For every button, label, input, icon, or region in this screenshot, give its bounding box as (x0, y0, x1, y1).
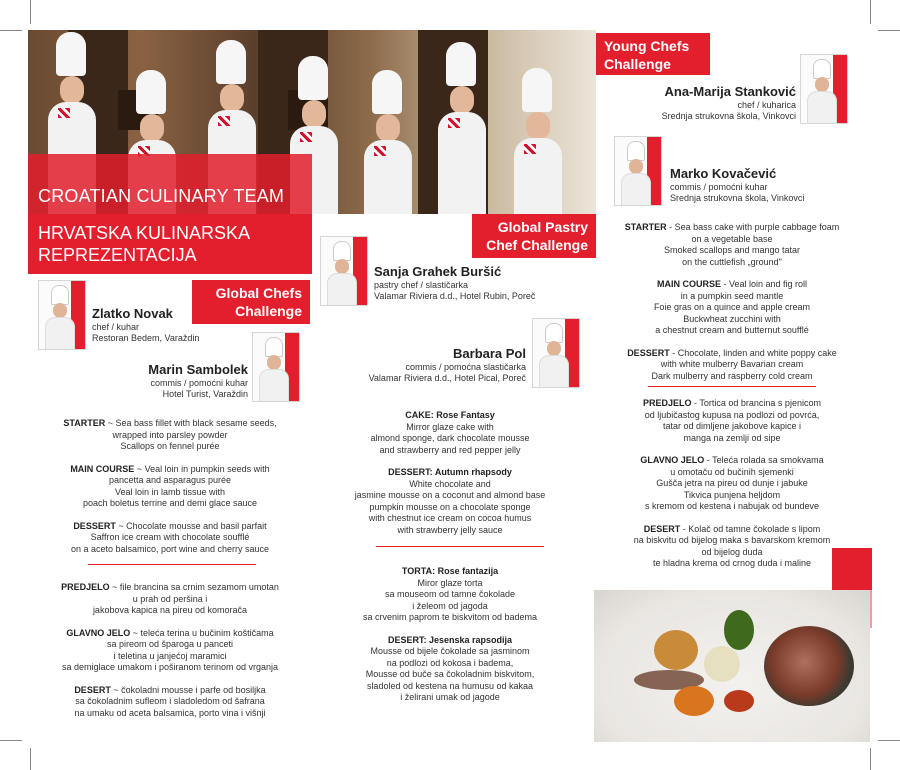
menu-line: Mousse od bijele čokolade sa jasminom (370, 646, 530, 656)
person-role: chef / kuhar (92, 322, 140, 332)
person-marin-sambolek (100, 362, 248, 400)
menu-course (40, 464, 300, 510)
course-separator: - (669, 347, 678, 358)
person-name: Barbara Pol (453, 346, 526, 361)
person-barbara-pol (320, 346, 526, 384)
menu-course (604, 348, 860, 383)
menu-course (40, 685, 300, 720)
course-text: teleća terina u bučinim koštičama (140, 627, 274, 638)
menu-line: Dark mulberry and raspberry cold cream (651, 370, 813, 381)
portrait-marin-sambolek (252, 332, 300, 402)
menu-line: Mirror glaze cake with (406, 421, 494, 432)
menu-line: with strawberry jelly sauce (397, 524, 503, 535)
menu-line: on a vegetable base (691, 233, 773, 244)
crop-mark (0, 30, 22, 31)
menu-divider (648, 386, 816, 387)
menu-line: sa čokoladnim sufleom i sladoledom od šafrana (75, 696, 265, 706)
menu-course (330, 635, 570, 704)
menu-line: in a pumpkin seed mantle (680, 290, 784, 301)
menu-line: i želirani umak od jagode (400, 692, 500, 702)
menu-course (40, 582, 300, 617)
course-heading: DESSERT (627, 347, 670, 358)
menu-course (604, 398, 860, 444)
menu-line: jakobova kapica na pireu od komorača (92, 605, 248, 615)
menu-line: i teletina u janjećoj maramici (113, 650, 227, 661)
course-heading: PREDJELO (643, 398, 692, 408)
menu-line: manga na zemlji od sipe (683, 432, 781, 443)
menu-line (330, 467, 570, 479)
person-name: Ana-Marija Stanković (664, 84, 796, 99)
person-name: Marin Sambolek (148, 362, 248, 377)
team-title-hr-line1: HRVATSKA KULINARSKA (38, 223, 251, 243)
menu-line (40, 521, 300, 533)
menu-line: od ljubičastog kupusa na podlozi od povrća, (644, 409, 820, 420)
menu-line: sa crvenim paprom te biskvitom od badema (362, 612, 538, 622)
menu-line: Scallops on fennel purée (120, 441, 220, 451)
course-heading: DESSERT (73, 520, 116, 531)
menu-line: Foie gras on a quince and apple cream (653, 302, 811, 312)
course-heading: MAIN COURSE (656, 279, 721, 289)
person-sanja-grahek-bursic (374, 264, 574, 302)
menu-course (330, 410, 570, 456)
menu-line: pumpkin mousse on a chocolate sponge (369, 501, 531, 512)
menu-global-chefs-en (40, 418, 300, 566)
menu-course (40, 628, 300, 674)
course-heading: DESERT (643, 523, 681, 534)
course-separator: ~ (134, 463, 145, 474)
tag-line: Challenge (235, 303, 302, 319)
tag-line: Global Chefs (215, 285, 302, 301)
menu-divider (88, 564, 256, 565)
menu-line: a chestnut cream and butternut soufflé (655, 325, 809, 335)
menu-line: pancetta and asparagus purée (108, 475, 232, 485)
dish-photo (594, 590, 870, 742)
person-name: Zlatko Novak (92, 306, 173, 321)
course-heading: DESERT: Jesenska rapsodija (387, 634, 513, 645)
person-ana-marija-stankovic (600, 84, 796, 122)
menu-line (604, 348, 860, 360)
menu-divider (376, 546, 544, 547)
course-text: Teleća rolada sa smokvama (712, 455, 824, 465)
portrait-zlatko-novak (38, 280, 86, 350)
menu-course (330, 467, 570, 536)
menu-line: u prah od peršina i (132, 593, 208, 604)
menu-line: Tikvica punjena heljdom (683, 489, 781, 500)
course-text: Sea bass fillet with black sesame seeds, (115, 418, 277, 428)
course-separator: ~ (110, 684, 122, 695)
crop-mark (870, 0, 871, 24)
menu-line: Gušča jetra na pireu od dunje i jabuke (656, 478, 808, 488)
portrait-sanja-grahek-bursic (320, 236, 368, 306)
menu-line (330, 566, 570, 578)
menu-line (604, 279, 860, 291)
portrait-barbara-pol (532, 318, 580, 388)
menu-line: te hladna krema od crnog duda i maline (652, 558, 812, 568)
menu-line: White chocolate and (409, 478, 491, 489)
menu-young-chefs-en (604, 222, 860, 393)
person-role: pastry chef / slastičarka (374, 280, 469, 290)
menu-line: od bijelog duda (701, 546, 763, 557)
menu-line: Mousse od buče sa čokoladnim biskvitom, (365, 669, 535, 679)
course-text: file brancina sa crnim sezamom umotan (119, 582, 279, 592)
course-separator: - (691, 398, 700, 408)
person-name: Marko Kovačević (670, 166, 777, 181)
portrait-marko-kovacevic (614, 136, 662, 206)
menu-line: almond sponge, dark chocolate mousse (370, 433, 530, 443)
menu-course (40, 418, 300, 453)
menu-line: na podlozi od kokosa i badema, (386, 657, 514, 668)
menu-line: on the cuttlefish „ground" (682, 256, 782, 267)
menu-global-chefs-hr (40, 582, 300, 730)
menu-course (40, 521, 300, 556)
menu-line (330, 410, 570, 422)
menu-line: u omotaču od bučinih sjemenki (670, 466, 794, 477)
menu-line (40, 685, 300, 697)
menu-line: wrapped into parsley powder (112, 429, 228, 440)
crop-mark (0, 740, 22, 741)
menu-line: sa mouseom od tamne čokolade (384, 589, 516, 599)
menu-course (604, 222, 860, 268)
course-separator: - (704, 455, 713, 465)
course-separator: - (666, 222, 675, 232)
course-text: Tortica od brancina s pjenicom (699, 398, 821, 408)
menu-line: with chestnut ice cream on cocoa humus (368, 513, 532, 523)
person-role: chef / kuharica (737, 100, 796, 110)
crop-mark (870, 748, 871, 770)
person-place: Valamar Riviera d.d., Hotel Rubin, Poreč (374, 291, 536, 301)
course-text: Veal loin and fig roll (728, 279, 808, 289)
menu-line: s kremom od kestena i nabujak od bundeve (644, 501, 820, 511)
crop-mark (30, 748, 31, 770)
course-text: Chocolate, linden and white poppy cake (677, 347, 837, 358)
menu-course (604, 279, 860, 337)
menu-line: na biskvitu od bijelog maka s bavarskom kremom (633, 535, 831, 545)
menu-line: Buckwheat zucchini with (683, 313, 781, 324)
tag-line: Young Chefs (604, 38, 690, 54)
course-heading: DESSERT: Autumn rhapsody (388, 467, 512, 477)
course-text: Chocolate mousse and basil parfait (126, 520, 267, 531)
course-separator: ~ (130, 627, 141, 638)
tag-line: Chef Challenge (486, 237, 588, 253)
team-title-hr (38, 222, 250, 266)
course-text: Kolač od tamne čokolade s lipom (688, 523, 821, 534)
course-heading: CAKE: Rose Fantasy (405, 410, 495, 420)
menu-line: Saffron ice cream with chocolate soufflé (90, 532, 250, 542)
menu-line: na umaku od aceta balsamica, porto vina i višnji (74, 707, 266, 718)
person-role: commis / pomoćni kuhar (670, 182, 768, 192)
menu-global-pastry-en (330, 410, 570, 547)
young-chefs-challenge-tag (596, 33, 710, 75)
menu-line: sa demiglace umakom i poširanom terinom od vrganja (61, 662, 279, 672)
team-title-en: CROATIAN CULINARY TEAM (38, 186, 285, 206)
person-role: commis / pomoćni kuhar (150, 378, 248, 388)
course-text: čokoladni mousse i parfe od bosiljka (121, 684, 266, 695)
menu-line: poach boletus terrine and demi glace sauce (82, 498, 258, 508)
portrait-ana-marija-stankovic (800, 54, 848, 124)
menu-line: jasmine mousse on a coconut and almond base (354, 490, 546, 500)
course-text: Sea bass cake with purple cabbage foam (674, 222, 840, 232)
crop-mark (878, 740, 900, 741)
person-place: Valamar Riviera d.d., Hotel Pical, Poreč (368, 373, 526, 383)
menu-course (330, 566, 570, 624)
course-heading: DESERT (74, 684, 111, 695)
menu-line: on a aceto balsamico, port wine and cherry sauce (70, 543, 270, 554)
menu-line: Veal loin in lamb tissue with (114, 486, 226, 497)
course-heading: MAIN COURSE (70, 463, 135, 474)
course-separator: ~ (105, 418, 116, 428)
course-separator: ~ (109, 582, 120, 592)
menu-line (40, 582, 300, 594)
crop-mark (30, 0, 31, 24)
tag-line: Global Pastry (497, 219, 588, 235)
team-title-hr-line2: REPREZENTACIJA (38, 245, 197, 265)
menu-young-chefs-hr (604, 398, 860, 581)
person-place: Srednja strukovna škola, Vinkovci (670, 193, 805, 203)
person-place: Hotel Turist, Varaždin (162, 389, 248, 399)
menu-line (604, 222, 860, 234)
menu-line (40, 464, 300, 476)
menu-global-pastry-hr (330, 566, 570, 715)
menu-line (604, 455, 860, 467)
course-heading: STARTER (624, 222, 667, 232)
course-heading: PREDJELO (61, 582, 110, 592)
course-heading: GLAVNO JELO (66, 627, 131, 638)
person-place: Srednja strukovna škola, Vinkovci (661, 111, 796, 121)
person-marko-kovacevic (670, 166, 860, 204)
menu-line: sladoled od kestena na humusu od kakaa (366, 680, 534, 691)
crop-mark (878, 30, 900, 31)
menu-line (604, 398, 860, 410)
menu-line (40, 418, 300, 430)
tag-line: Challenge (604, 56, 671, 72)
menu-line (330, 635, 570, 647)
menu-line (40, 628, 300, 640)
person-name: Sanja Grahek Buršić (374, 264, 502, 279)
decor-square (832, 548, 872, 590)
person-role: commis / pomoćna slastičarka (405, 362, 526, 372)
menu-course (604, 524, 860, 570)
global-pastry-chef-challenge-tag (472, 214, 596, 258)
course-text: Veal loin in pumpkin seeds with (144, 463, 270, 474)
menu-line: Smoked scallops and mango tatar (663, 245, 801, 255)
menu-line: and strawberry and red pepper jelly (379, 444, 521, 455)
person-zlatko-novak (92, 306, 242, 344)
course-heading: TORTA: Rose fantazija (401, 566, 499, 576)
person-place: Restoran Bedem, Varaždin (92, 333, 200, 343)
course-heading: GLAVNO JELO (640, 455, 705, 465)
course-separator: - (680, 523, 689, 534)
menu-line: sa pireom od šparoga u panceti (106, 639, 234, 649)
course-separator: - (720, 279, 729, 289)
menu-line: tatar od dimljene jakobove kapice i (662, 421, 802, 431)
course-separator: ~ (115, 520, 127, 531)
menu-line: Miror glaze torta (417, 577, 483, 588)
menu-line: with white mulberry Bavarian cream (660, 359, 804, 369)
course-heading: STARTER (63, 418, 106, 428)
menu-line: i želeom od jagoda (412, 600, 488, 611)
menu-line (604, 524, 860, 536)
menu-course (604, 455, 860, 513)
